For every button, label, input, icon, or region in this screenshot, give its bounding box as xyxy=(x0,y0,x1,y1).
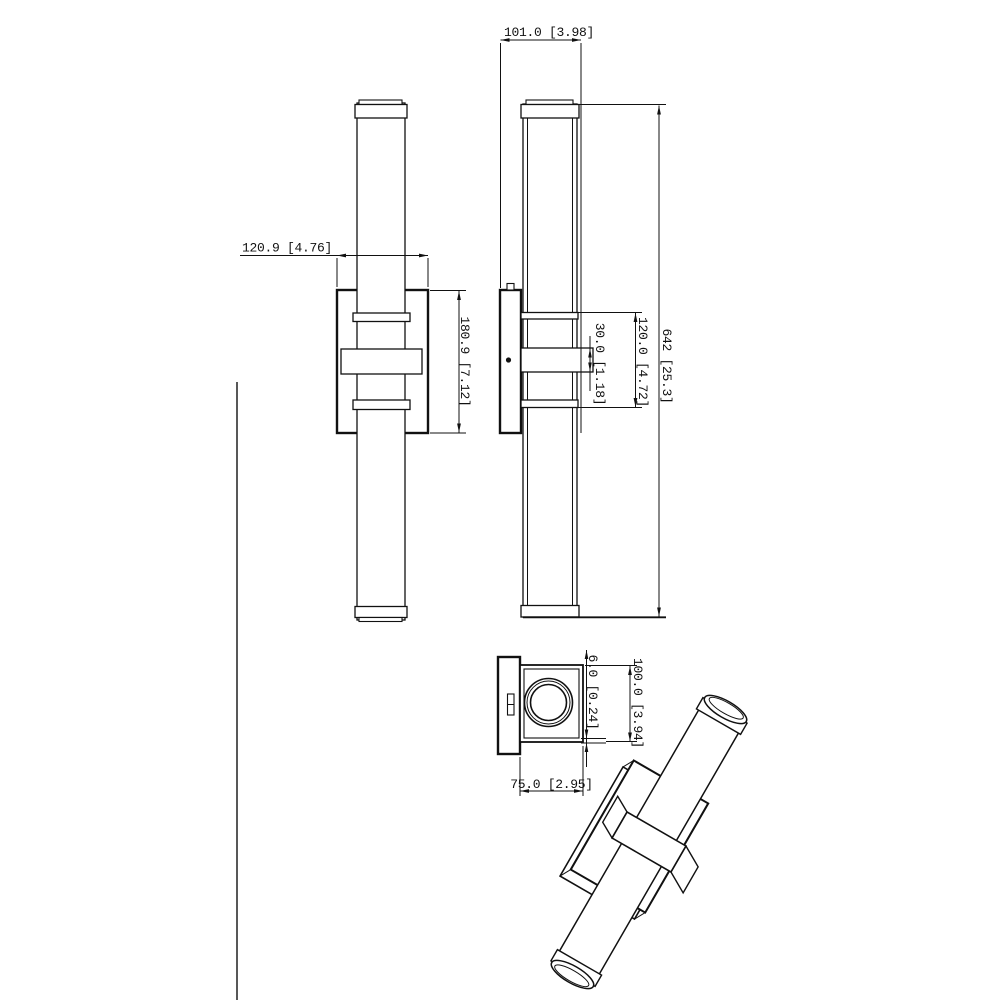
dim-label-front-plate-height: 180.9 [7.12] xyxy=(457,316,472,407)
dim-label-top-width: 100.0 [3.94] xyxy=(630,657,645,749)
dimension-top-rim xyxy=(581,650,606,767)
front-bottom-rim xyxy=(359,618,402,622)
side-top-cap xyxy=(521,105,579,119)
front-top-cap xyxy=(355,105,407,119)
side-view xyxy=(500,25,674,617)
side-upper-band xyxy=(521,313,578,320)
dimension-side-collar-height xyxy=(588,323,607,406)
dim-label-side-collar-height: 30.0 [1.18] xyxy=(592,322,607,406)
dimension-top-depth xyxy=(510,746,593,796)
front-bottom-cap xyxy=(355,607,407,618)
side-screw-hole xyxy=(506,357,511,362)
side-bottom-cap xyxy=(521,606,579,618)
front-top-rim xyxy=(359,100,402,105)
dim-label-top-depth: 75.0 [2.95] xyxy=(510,777,593,792)
dim-label-top-rim: 6.0 [0.24] xyxy=(585,654,600,730)
front-view xyxy=(240,100,472,622)
front-center-collar xyxy=(341,349,422,374)
side-top-rim xyxy=(526,100,573,105)
dim-label-front-width: 120.9 [4.76] xyxy=(242,240,333,256)
side-mount-tab xyxy=(507,284,514,291)
front-upper-band xyxy=(353,313,410,322)
side-center-collar xyxy=(521,348,593,372)
dimension-front-plate-height xyxy=(430,291,472,434)
side-lower-band xyxy=(521,400,578,408)
front-lower-band xyxy=(353,400,410,410)
dim-label-side-overall-height: 642 [25.3] xyxy=(659,328,674,404)
dim-label-side-plate-span: 120.0 [4.72] xyxy=(635,316,650,408)
dim-label-side-depth: 101.0 [3.98] xyxy=(504,25,595,40)
